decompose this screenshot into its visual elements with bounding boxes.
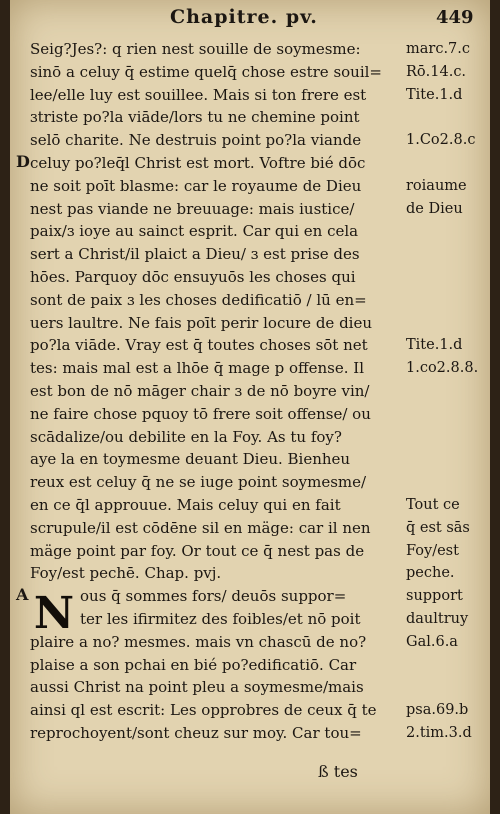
text-line: lee/elle luy est souillee. Mais si ton frere est [30, 85, 367, 104]
text-line: po?la viāde. Vray est q̄ toutes choses sōt net [30, 336, 368, 355]
text-line: selō charite. Ne destruis point po?la viande [30, 131, 362, 150]
text-line: en ce q̄l approuue. Mais celuy qui en fait [30, 495, 341, 514]
text-line: paix/ɜ ioye au sainct esprit. Car qui en cela [30, 222, 359, 241]
margin-note: Tite.1.d [406, 86, 463, 103]
margin-note: marc.7.c [406, 41, 471, 57]
text-line: scrupule/il est cōdēne sil en mäge: car il nen [30, 518, 371, 537]
page-header [10, 2, 490, 38]
margin-note: de Dieu [406, 200, 463, 217]
margin-note: psa.69.b [406, 702, 469, 719]
text-line: mäge point par foy. Or tout ce q̄ nest pas de [30, 541, 365, 560]
margin-note: support [406, 588, 463, 605]
text-line: reprochoyent/sont cheuz sur moy. Car tou= [30, 723, 362, 742]
margin-note: q̄ est sās [406, 519, 470, 536]
section-letter-mark: A [16, 585, 29, 605]
text-line: reux est celuy q̄ ne se iuge point soymesme/ [30, 473, 367, 492]
text-line: sont de paix ɜ les choses dedificatiō / lū en= [30, 290, 367, 309]
margin-note: 1.Co2.8.c [406, 132, 476, 149]
text-line: nest pas viande ne breuuage: mais iustice/ [30, 199, 355, 218]
margin-note: roiaume [406, 177, 467, 194]
text-line: uers laultre. Ne fais poīt perir locure de dieu [30, 313, 373, 332]
text-line: plaise a son pchai en bié po?edificatiō. Car [30, 655, 357, 674]
catchword: ß tes [318, 762, 358, 781]
text-line: ɜtriste po?la viāde/lors tu ne chemine point [30, 108, 360, 127]
margin-note: Foy/est [406, 542, 459, 559]
margin-note: Rō.14.c. [406, 63, 467, 80]
text-line: hōes. Parquoy dōc ensuyuōs les choses qui [30, 267, 356, 286]
text-line: ous q̄ sommes fors/ deuōs suppor= [80, 587, 347, 606]
running-head: Chapitre. pv. [170, 6, 318, 28]
text-line: Foy/est pechē. Chap. pvj. [30, 564, 222, 583]
margin-note: peche. [406, 565, 455, 582]
margin-note: daultruy [406, 611, 469, 627]
book-page [10, 0, 490, 814]
margin-note: Tout ce [406, 497, 460, 513]
margin-note: Tite.1.d [406, 337, 463, 354]
text-line: est bon de nō māger chair ɜ de nō boyre vin/ [30, 381, 370, 400]
drop-cap-initial: N [33, 588, 75, 639]
main-text-column [30, 38, 402, 745]
section-letter-mark: D [16, 152, 30, 171]
text-line: ainsi ql est escrit: Les opprobres de ceux q̄ te [30, 701, 377, 720]
text-line: tes: mais mal est a lhōe q̄ mage p offense. Il [30, 359, 365, 378]
margin-note: Gal.6.a [406, 633, 458, 650]
text-line: plaire a no? mesmes. mais vn chascū de no? [30, 632, 367, 651]
text-line: ne soit poīt blasme: car le royaume de Dieu [30, 176, 362, 195]
text-line: aye la en toymesme deuant Dieu. Bienheu [30, 450, 351, 469]
text-line: aussi Christ na point pleu a soymesme/mais [30, 678, 364, 697]
text-line: scādalize/ou debilite en la Foy. As tu foy? [30, 427, 342, 446]
text-line: ter les ifirmitez des foibles/et nō poit [80, 609, 361, 628]
margin-note: 2.tim.3.d [406, 725, 472, 741]
text-line: sert a Christ/il plaict a Dieu/ ɜ est prise des [30, 245, 360, 264]
text-line: celuy po?leq̄l Christ est mort. Voftre bié dōc [30, 153, 366, 172]
margin-note: 1.co2.8.8. [406, 360, 479, 377]
folio-number: 449 [436, 7, 474, 28]
text-line: Seig?Jes?: q rien nest souille de soymesme: [30, 40, 361, 58]
text-line: ne faire chose pquoy tō frere soit offense/ ou [30, 404, 371, 423]
text-line: sinō a celuy q̄ estime quelq̄ chose estre souil= [30, 62, 382, 81]
